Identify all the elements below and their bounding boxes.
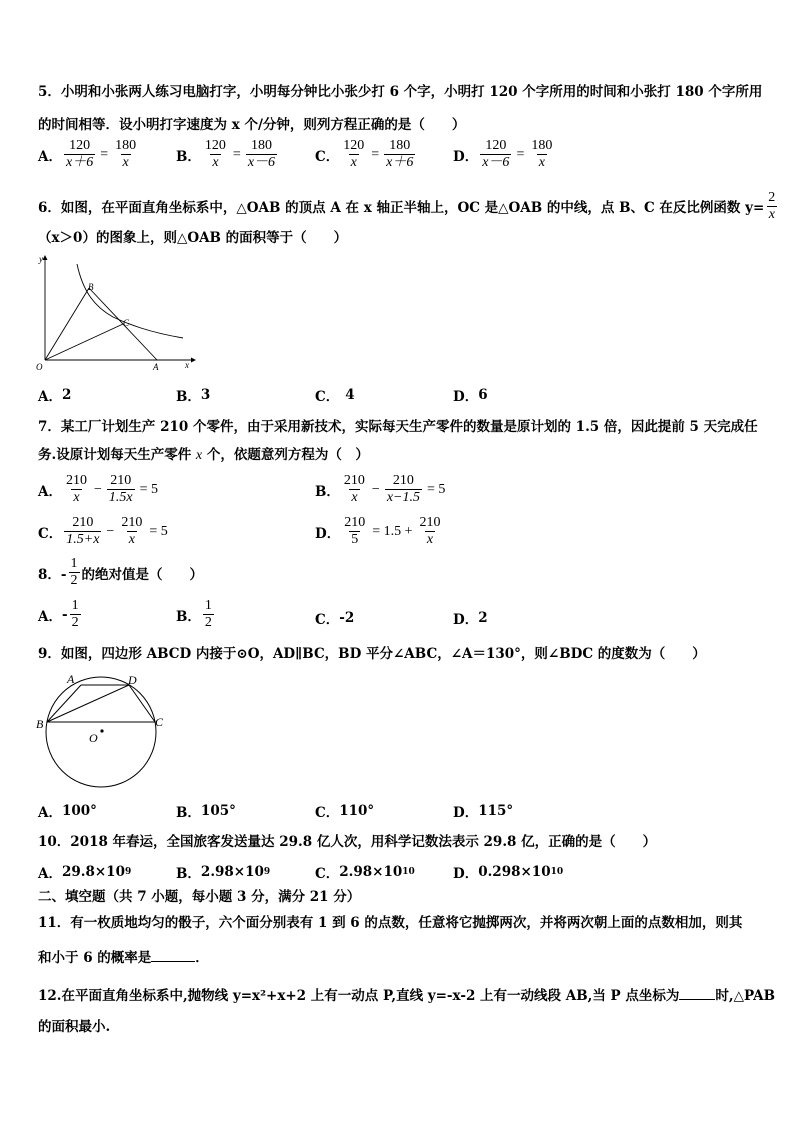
q7-stem-line2: 务.设原计划每天生产零件 x 个，依题意列方程为（ ） [38,447,369,463]
q9-option-c[interactable]: C． 110° [315,803,375,821]
fraction-right: $\frac{180}{x+6}$ [386,138,414,170]
q5-stem-line2: 的时间相等．设小明打字速度为 x 个/分钟，则列方程正确的是（ ） [38,117,466,133]
fig-label-b: B [36,717,44,731]
fig-label-a: A [67,672,75,686]
fraction-left: $\frac{120}{x}$ [204,138,226,170]
q8-option-b[interactable]: B． $\frac{1}{2}$ [176,598,212,630]
option-label: A． [38,148,62,165]
q6-stem-line1: 6．如图，在平面直角坐标系中，△OAB 的顶点 A 在 x 轴正半轴上，OC 是△OAB 的中线，点 B、C 在反比例函数 y= $\frac{2}{x}$ [38,190,776,222]
q10-option-a[interactable]: A． 29.8×10 9 [38,864,132,882]
q6-option-b[interactable]: B． 3 [176,387,211,405]
q12-stem-line1: 12.在平面直角坐标系中,抛物线 y=x²+x+2 上有一动点 P,直线 y=-x-2 上有一动线段 AB,当 P 点坐标为 时,△PAB [38,985,775,1005]
q5-option-a[interactable]: A． $\frac{120}{x+6}$ = $\frac{180}{x}$ [38,138,137,170]
q6-option-c[interactable]: C． 4 [315,387,355,405]
q10-option-b[interactable]: B． 2.98×10 9 [176,864,271,882]
q10-option-c[interactable]: C． 2.98×10 10 [315,864,415,882]
q9-option-a[interactable]: A． 100° [38,803,97,821]
fig-label-c: C [123,318,130,328]
fig-label-d: D [128,673,137,687]
q5-option-c[interactable]: C． $\frac{120}{x}$ = $\frac{180}{x+6}$ [315,138,414,170]
q12-stem-line2: 的面积最小. [38,1019,111,1035]
q6-figure [33,252,198,374]
fig-label-a: A [153,362,159,372]
q9-option-b[interactable]: B． 105° [176,803,236,821]
fraction-left: $\frac{120}{x-6}$ [482,138,510,170]
fig-label-c: C [155,715,164,729]
q6-stem-line2: （x＞0）的图象上，则△OAB 的面积等于（ ） [38,230,348,246]
q11-stem-line1: 11．有一枚质地均匀的骰子，六个面分别表有 1 到 6 的点数，任意将它抛掷两次，并将两次朝上面的点数相加，则其 [38,915,743,931]
answer-blank[interactable] [151,947,195,962]
q7-option-c[interactable]: C． $\frac{210}{1.5+x}$ − $\frac{210}{x}$ = 5 [38,515,168,547]
q11-stem-line2: 和小于 6 的概率是 ． [38,947,209,967]
q5-option-b[interactable]: B． $\frac{120}{x}$ = $\frac{180}{x-6}$ [176,138,276,170]
q8-option-d[interactable]: D． 2 [453,610,488,628]
q6-option-a[interactable]: A． 2 [38,387,72,405]
fig-label-o: O [36,362,43,372]
q5-stem-line1: 5．小明和小张两人练习电脑打字，小明每分钟比小张少打 6 个字，小明打 120 个字所用的时间和小张打 180 个字所用 [38,84,763,100]
q10-option-d[interactable]: D． 0.298×10 10 [453,864,564,882]
q8-option-c[interactable]: C． -2 [315,610,355,628]
fraction-right: $\frac{180}{x-6}$ [247,138,276,170]
q7-option-a[interactable]: A． $\frac{210}{x}$ − $\frac{210}{1.5x}$ = 5 [38,473,159,505]
q7-option-d[interactable]: D． $\frac{210}{5}$ = 1.5 + $\frac{210}{x}$ [315,515,441,547]
q9-option-d[interactable]: D． 115° [453,803,514,821]
q8-option-a[interactable]: A． - $\frac{1}{2}$ [38,598,79,630]
fraction-left: $\frac{120}{x}$ [343,138,365,170]
q9-figure [33,668,173,796]
fig-label-o: O [89,731,98,745]
fraction-left: $\frac{120}{x+6}$ [65,138,94,170]
q5-option-d[interactable]: D． $\frac{120}{x-6}$ = $\frac{180}{x}$ [453,138,553,170]
q8-stem: 8．- $\frac{1}{2}$ 的绝对值是（ ） [38,556,203,588]
q6-option-d[interactable]: D． 6 [453,387,488,405]
fig-label-b: B [88,282,94,292]
option-label: B． [176,148,201,165]
fraction-right: $\frac{180}{x}$ [115,138,137,170]
option-label: C． [315,148,340,165]
fig-label-y: y [39,254,43,264]
fraction-right: $\frac{180}{x}$ [531,138,553,170]
q9-stem-line1: 9．如图，四边形 ABCD 内接于⊙O，AD∥BC，BD 平分∠ABC，∠A＝130°，则∠BDC 的度数为（ ） [38,646,706,662]
q10-stem-line1: 10．2018 年春运，全国旅客发送量达 29.8 亿人次，用科学记数法表示 29.8 亿，正确的是（ ） [38,834,657,850]
section-title-fill-in: 二、填空题（共 7 小题，每小题 3 分，满分 21 分） [38,889,361,905]
fig-label-x: x [185,360,189,370]
q7-stem-line1: 7．某工厂计划生产 210 个零件，由于采用新技术，实际每天生产零件的数量是原计划的 1.5 倍，因此提前 5 天完成任 [38,419,758,435]
option-label: D． [453,148,479,165]
answer-blank[interactable] [679,985,715,1000]
q7-option-b[interactable]: B． $\frac{210}{x}$ − $\frac{210}{x-1.5}$ = 5 [315,473,446,505]
